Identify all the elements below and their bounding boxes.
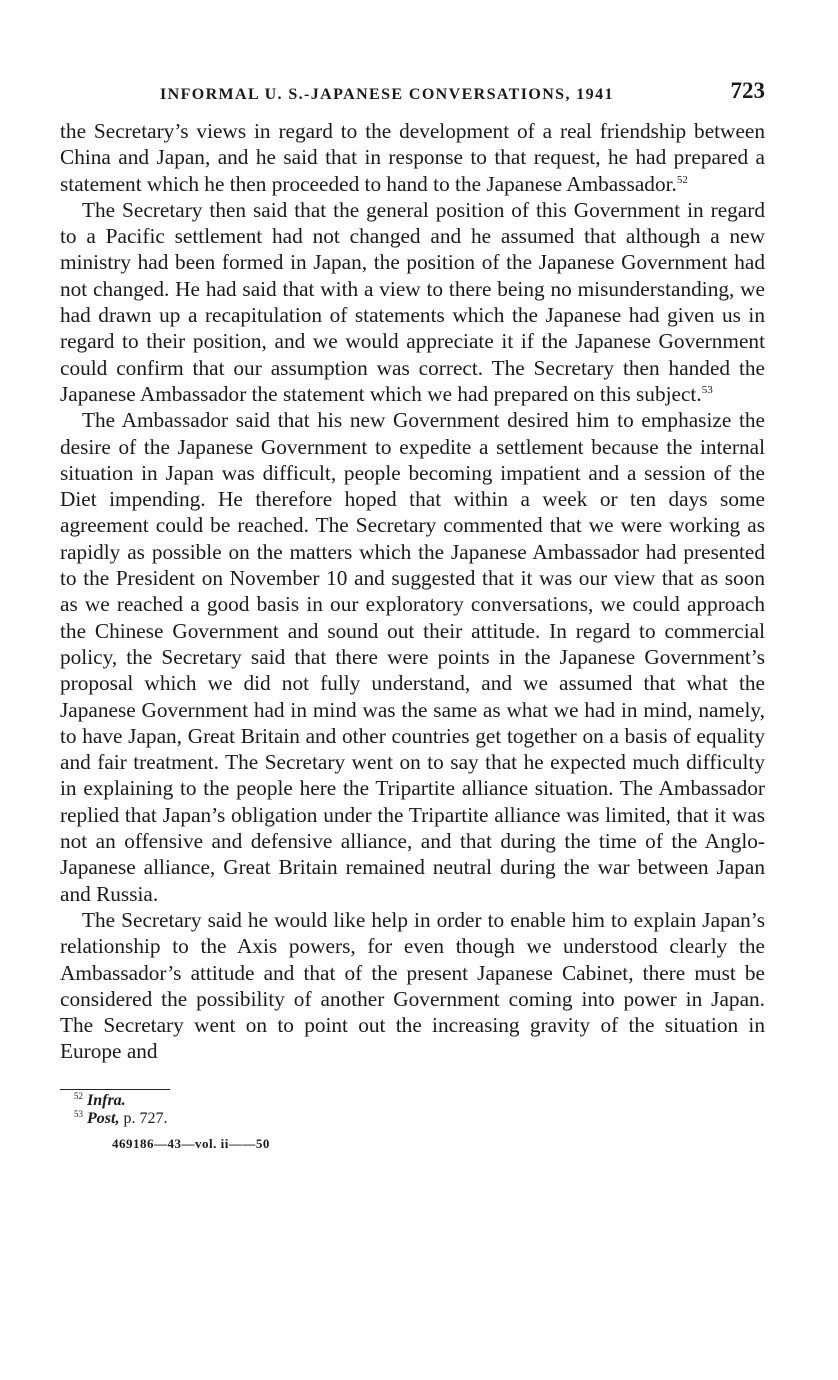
paragraph-4 (60, 907, 765, 1065)
footnotes (60, 1092, 765, 1128)
footnote-ref-53[interactable]: 53 (701, 383, 713, 396)
paragraph-3 (60, 407, 765, 907)
page-number: 723 (730, 78, 765, 103)
footnote-53 (74, 1110, 765, 1128)
paragraph-1-text: the Secretary’s views in regard to the development of a real friendship between China and Japan, and he said that in response to that request, he had prepared a statement which he then proceeded to hand to the Japanese Ambassador. (60, 119, 765, 196)
document-page (60, 78, 765, 1152)
running-title: INFORMAL U. S.-JAPANESE CONVERSATIONS, 1941 (160, 86, 614, 103)
footnote-52-mark: 52 (74, 1090, 83, 1101)
footnote-divider (60, 1089, 170, 1090)
footnote-ref-52[interactable]: 52 (676, 173, 688, 186)
paragraph-1 (60, 118, 765, 197)
running-head (60, 78, 765, 118)
footnote-52 (74, 1092, 765, 1110)
print-code: 469186—43—vol. ii——50 (112, 1135, 270, 1151)
paragraph-2 (60, 197, 765, 407)
paragraph-4-text: The Secretary said he would like help in order to enable him to explain Japan’s relationship to the Axis powers, for even though we understood clearly the Ambassador’s attitude and that of the present Japanese Cabinet, there must be considered the possibility of another Government coming into power in Japan. The Secretary went on to point out the increasing gravity of the situation in Europe and (60, 907, 765, 1064)
footnote-53-page: p. 727. (119, 1109, 168, 1127)
footnote-53-mark: 53 (74, 1108, 83, 1119)
paragraph-2-text: The Secretary then said that the general position of this Government in regard to a Pacific settlement had not changed and he assumed that although a new ministry had been formed in Japan, the position of the Japanese Government had not changed. He had said that with a view to there being no misunderstanding, we had drawn up a recapitulation of statements which the Japanese had given us in regard to their position, and we would appreciate it if the Japanese Government could confirm that our assumption was correct. The Secretary then handed the Japanese Ambassador the statement which we had prepared on this subject. (60, 197, 765, 406)
footnote-52-text: Infra. (87, 1091, 126, 1109)
paragraph-3-text: The Ambassador said that his new Government desired him to emphasize the desire of the Japanese Government to expedite a settlement because the internal situation in Japan was difficult, people becoming impatient and a session of the Diet impending. He therefore hoped that within a week or ten days some agreement could be reached. The Secretary commented that we were working as rapidly as possible on the matters which the Japanese Ambassador had presented to the President on November 10 and suggested that it was our view that as soon as we reached a good basis in our exploratory conversations, we could approach the Chinese Government and sound out their attitude. In regard to commercial policy, the Secretary said that there were points in the Japanese Government’s proposal which we did not fully understand, and we assumed that what the Japanese Government had in mind was the same as what we had in mind, namely, to have Japan, Great Britain and other countries get together on a basis of equality and fair treatment. The Secretary went on to say that he expected much difficulty in explaining to the people here the Tripartite alliance situation. The Ambassador replied that Japan’s obligation under the Tripartite alliance was limited, that it was not an offensive and defensive alliance, and that during the time of the Anglo-Japanese alliance, Great Britain remained neutral during the war between Japan and Russia. (60, 408, 765, 906)
footnote-53-text: Post, (87, 1109, 120, 1127)
